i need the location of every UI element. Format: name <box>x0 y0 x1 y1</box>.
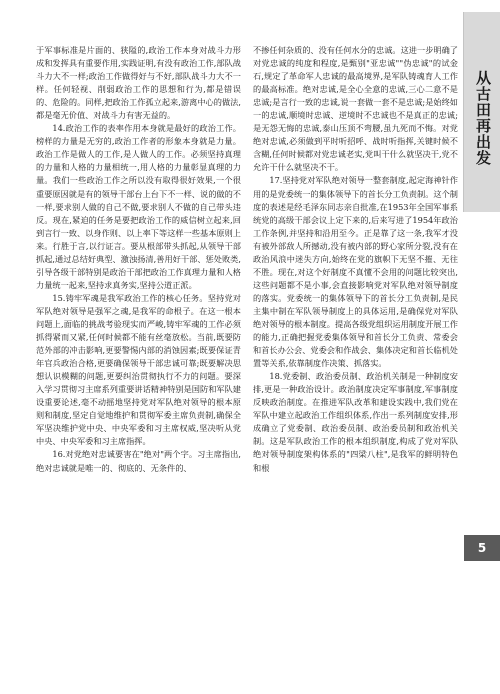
left-column <box>36 44 241 475</box>
paragraph: 17.坚持党对军队绝对领导一整套制度,起定海神针作用的是党委统一的集体领导下的首长分工负责制。这个制度的表述是经毛泽东同志亲自批准,在1953年全国军事系统党的高级干部会议上定下来的,后来写进了1954年政治工作条例,并坚持和沿用至今。正是靠了这一条,我军才没有被外部敌人所撼动,没有被内部的野心家所分裂,没有在政治风浪中迷失方向,始终在党的旗帜下无坚不摧、无往不胜。现在,对这个好制度不真懂不会用的问题比较突出,这些问题都不是小事,会直接影响党对军队绝对领导制度的落实。党委统一的集体领导下的首长分工负责制,是民主集中制在军队领导制度上的具体运用,是确保党对军队绝对领导的根本制度。提高各级党组织运用制度开展工作的能力,正确把握党委集体领导和首长分工负责、常委会和首长办公会、党委会和作战会、集体决定和首长临机处置等关系,依靠制度作决策、抓落实。 <box>253 175 458 369</box>
sidebar-tab <box>463 12 500 212</box>
paragraph: 于军事标准是片面的、狭隘的,政治工作本身对战斗力形成和发挥具有重要作用,实践证明,有没有政治工作,部队战斗力大不一样;政治工作做得好与不好,部队战斗力大不一样。任何轻视、削弱政治工作的思想和行为,都是错误的、危险的。同样,把政治工作孤立起来,游离中心的做法,都是毫无价值、对战斗力有害无益的。 <box>36 45 241 121</box>
paragraph: 18.党委制、政治委员制、政治机关制是一种制度安排,更是一种政治设计。政治制度决定军事制度,军事制度反映政治制度。在推进军队改革和建设实践中,我们党在军队中建立起政治工作组织体系,作出一系列制度安排,形成确立了党委制、政治委员制、政治委员制和政治机关制。这是军队政治工作的根本组织制度,构成了党对军队绝对领导制度架构体系的"四梁八柱",是我军的鲜明特色和根 <box>253 371 458 473</box>
paragraph: 15.铸牢军魂是我军政治工作的核心任务。坚持党对军队绝对领导是强军之魂,是我军的命根子。在这一根本问题上,面临的挑战考验现实而严峻,铸牢军魂的工作必须抓得紧而又紧,任何时候都不能有丝毫放松。当前,既要防范外部的冲击影响,更要警惕内部的消蚀因素;既要保证青年官兵政治合格,更要确保领导干部忠诚可靠;既要解决思想认识模糊的问题,更要纠治贯彻执行不力的问题。要深入学习贯彻习主席系列重要讲话精神特别是国防和军队建设重要论述,毫不动摇地坚持党对军队绝对领导的根本原则和制度,坚定自觉地维护和贯彻军委主席负责制,确保全军坚决维护党中央、中央军委和习主席权威,坚决听从党中央、中央军委和习主席指挥。 <box>36 292 241 447</box>
page-number: 5 <box>464 535 500 561</box>
sidebar-title: 从古田再出发 <box>474 70 492 166</box>
paragraph: 不掺任何杂质的、没有任何水分的忠诚。这进一步明确了对党忠诚的纯度和程度,是甄别"亚忠诚""伪忠诚"的试金石,规定了革命军人忠诚的最高境界,是军队铸魂育人工作的最高标准。绝对忠诚,是全心全意的忠诚,三心二意不是忠诚;是言行一致的忠诚,说一套做一套不是忠诚;是始终如一的忠诚,顺境时忠诚、逆境时不忠诚也不是真正的忠诚;是无怨无悔的忠诚,泰山压顶不弯腰,虽九死而不悔。对党绝对忠诚,必须做到平时听招呼、战时听指挥,关键时候不含糊,任何时候都对党忠诚老实,党叫干什么就坚决干,党不允许干什么就坚决不干。 <box>253 45 458 173</box>
right-column <box>253 44 458 475</box>
paragraph: 14.政治工作的表率作用本身就是最好的政治工作。榜样的力量是无穷的,政治工作者的形象本身就是力量。政治工作是做人的工作,是人做人的工作。必须坚持真理的力量和人格的力量相统一,用人格的力量彰显真理的力量。我们一些政治工作之所以没有取得很好效果,一个很重要原因就是有的领导干部台上台下不一样、说的做的不一样,要求别人做的自己不做,要求别人不做的自己带头违反。现在,紧迫的任务是要把政治工作的威信树立起来,回到言行一致、以身作则、以上率下等这样一些基本原则上来。行胜于言,以行证言。要从根部带头抓起,从领导干部抓起,通过总结好典型、激浊扬清,善用好干部、惩处败类,引导各级干部特别是政治干部把政治工作真理力量和人格力量统一起来,坚持求真务实,坚持公道正派。 <box>36 123 241 290</box>
paragraph: 16.对党绝对忠诚要害在"绝对"两个字。习主席指出,绝对忠诚就是唯一的、彻底的、无条件的、 <box>36 449 241 473</box>
